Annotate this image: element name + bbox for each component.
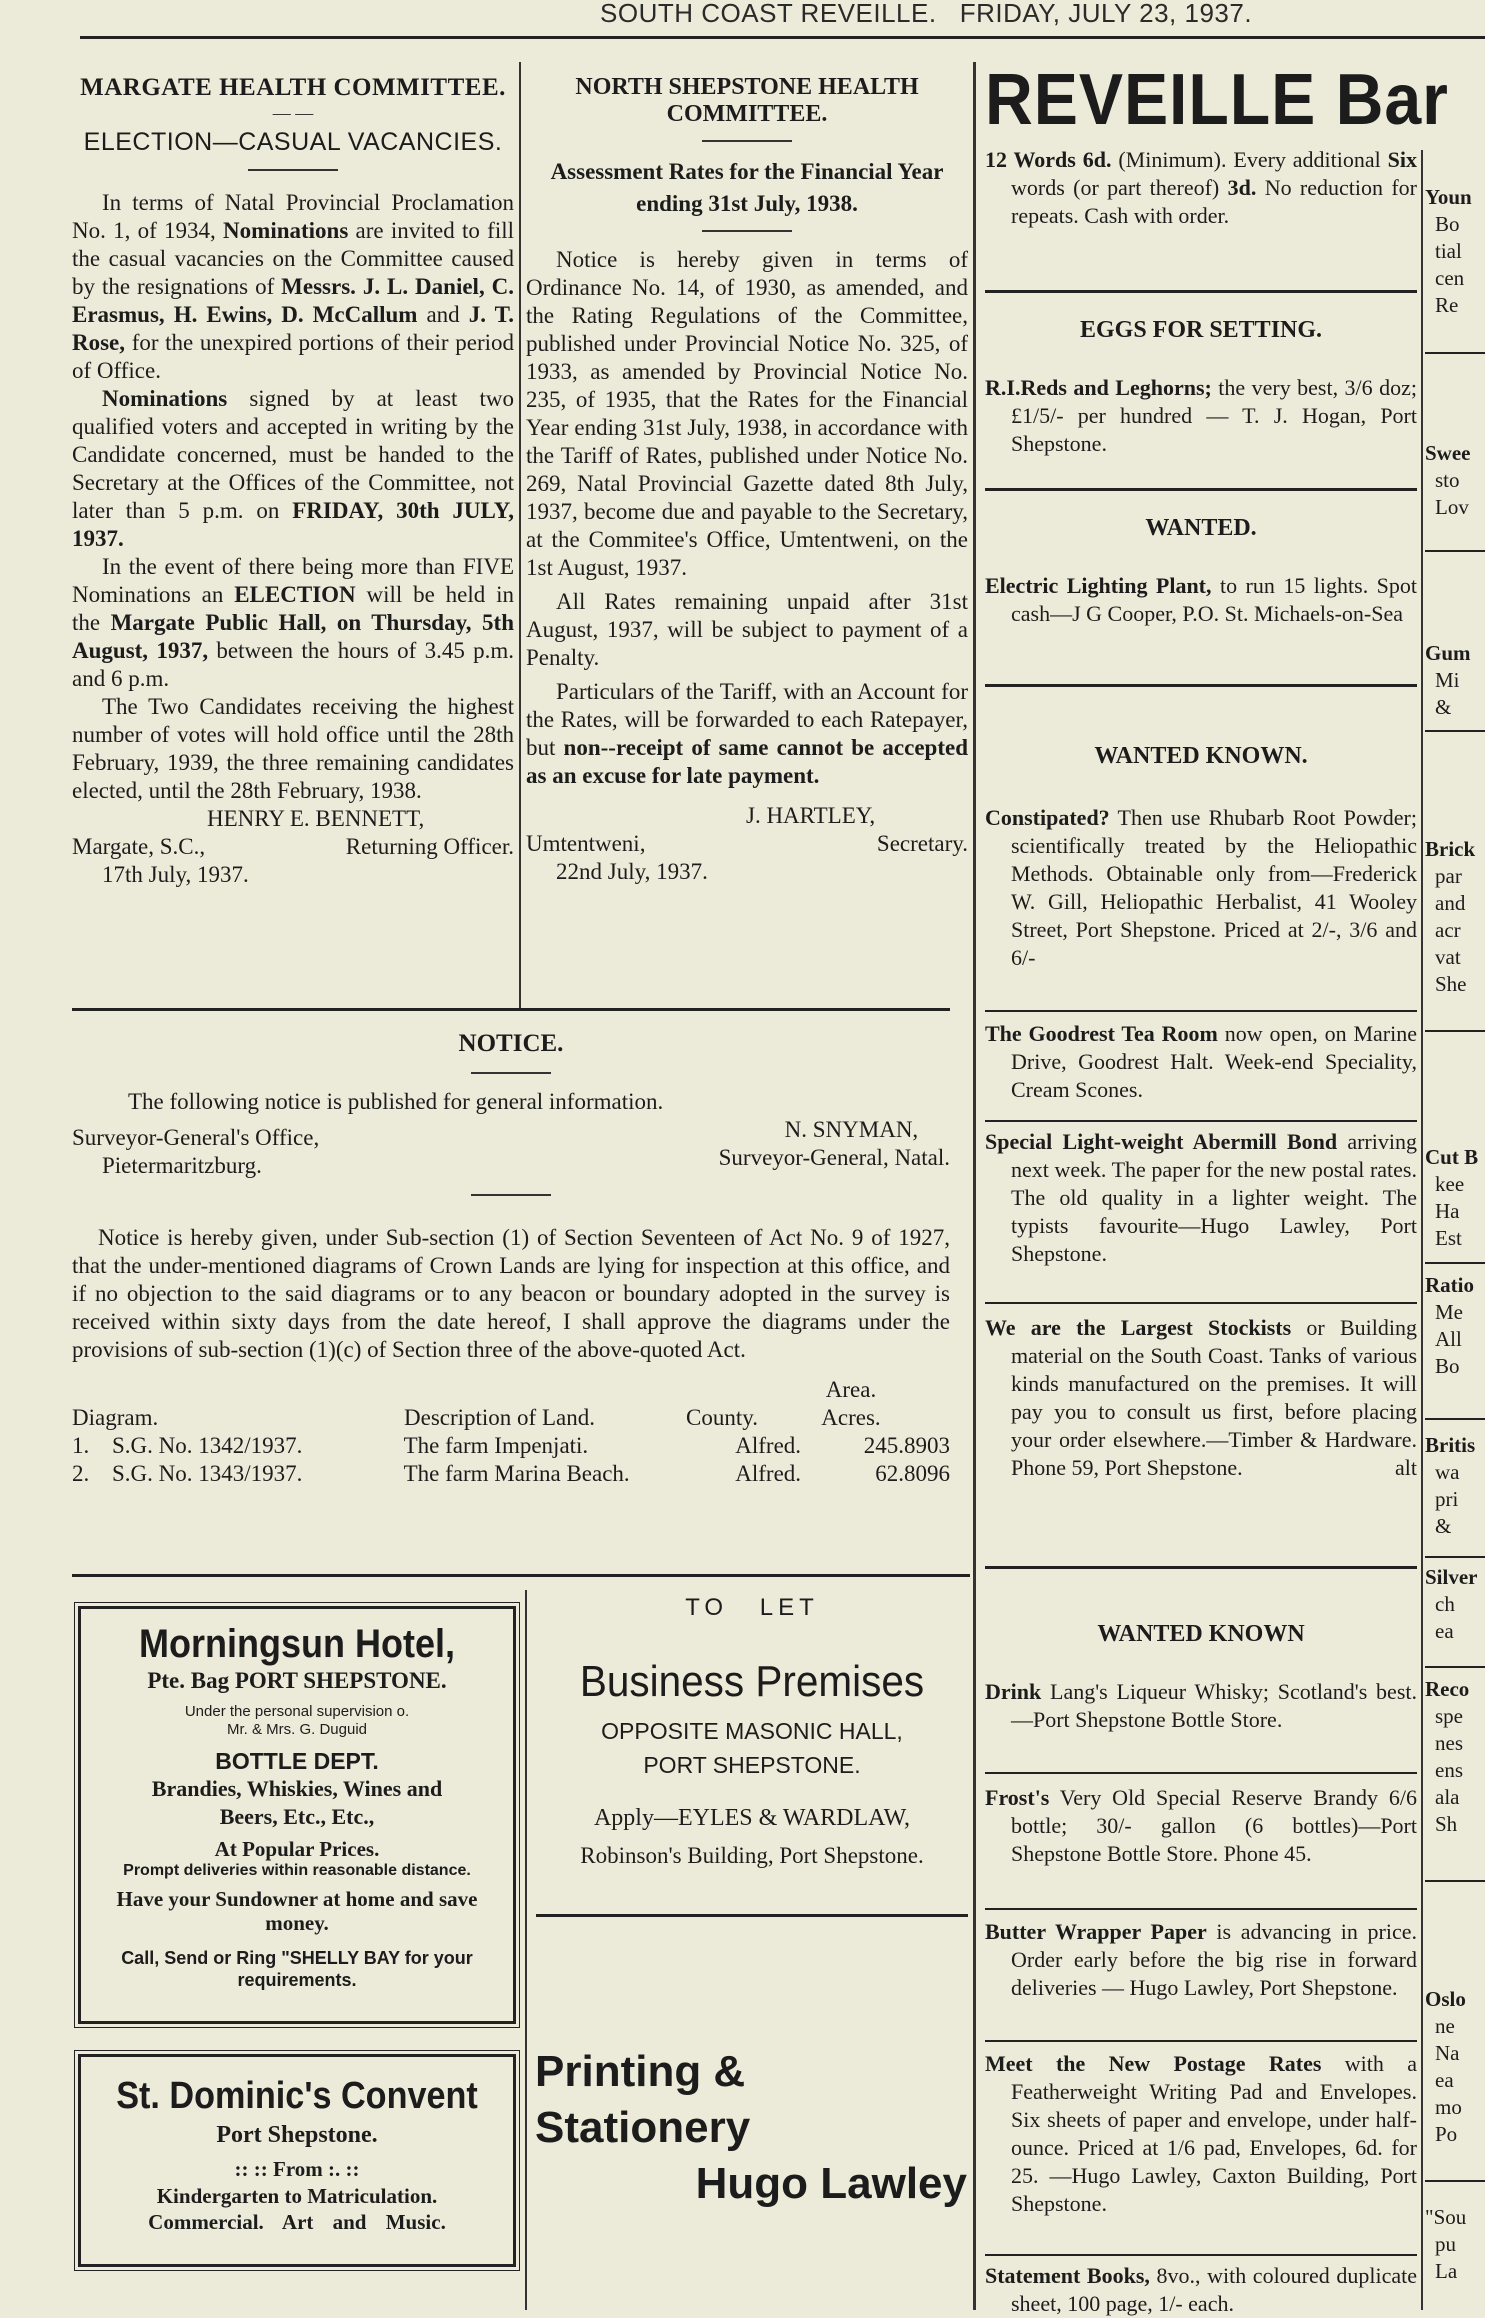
margate-para-4: The Two Candidates receiving the highest number of votes will hold office until the 28th February, 1939, the three remaining candidates elected, until the 28th February, 1938.	[72, 694, 514, 803]
edge-fragment: Oslo ne Na ea mo Po	[1425, 1987, 1466, 2146]
reveille-banner: REVEILLE Bar	[985, 60, 1449, 140]
morningsun-name: Morningsun Hotel,	[139, 1622, 455, 1666]
morningsun-prices: At Popular Prices.	[214, 1837, 380, 1861]
dominic-place: Port Shepstone.	[216, 2122, 378, 2148]
printing-line-3: Hugo Lawley	[695, 2159, 967, 2208]
dominic-subjects: Commercial. Art and Music.	[148, 2210, 446, 2234]
to-let-ad	[532, 1594, 972, 1872]
edge-fragment: Reco spe nes ens ala Sh	[1425, 1677, 1470, 1836]
ad-rule-3	[985, 1302, 1417, 1304]
postage-ad: Meet the New Postage Rates with a Featherweight Writing Pad and Envelopes. Six sheets of paper and envelope, under half-ounce. Priced at 1/6 pad, Envelopes, 6d. for 25. —Hugo Lawley, Caxton Building, Port Shepstone.	[985, 2051, 1417, 2216]
edge-rule	[1425, 1418, 1485, 1420]
notice-body: Notice is hereby given, under Sub-section (1) of Section Seventeen of Act No. 9 of 1927, that the under-mentioned diagrams of Crown Lands are lying for inspection at this office, and if no objection to the said diagrams or to any beacon or boundary adopted in the survey is received within sixty days from the date hereof, I shall approve the diagrams under the provisions of sub-section (1)(c) of Section three of the above-quoted Act.	[72, 1225, 950, 1362]
edge-fragment: Ratio Me All Bo	[1425, 1273, 1474, 1378]
notice-signer-1: N. SNYMAN,	[784, 1117, 919, 1142]
col-desc: Description of Land.	[404, 1405, 595, 1430]
wanted-heading: WANTED.	[1145, 515, 1257, 541]
shepstone-date: 22nd July, 1937.	[556, 859, 708, 884]
rate-text: 12 Words 6d. (Minimum). Every additional Six words (or part thereof) 3d. No reduction for repeats. Cash with order.	[985, 147, 1418, 228]
stockists-alt: alt	[1395, 1455, 1417, 1480]
edge-rule	[1425, 1666, 1485, 1668]
wanted-rule	[985, 684, 1417, 687]
shepstone-notice	[526, 74, 968, 886]
margate-title: MARGATE HEALTH COMMITTEE.	[80, 74, 506, 101]
margate-signer: HENRY E. BENNETT,	[207, 806, 425, 831]
shepstone-subtitle: Assessment Rates for the Financial Year ending 31st July, 1938.	[550, 159, 944, 216]
to-let-apply: Apply—EYLES & WARDLAW,	[593, 1805, 911, 1831]
morningsun-address: Pte. Bag PORT SHEPSTONE.	[147, 1668, 447, 1693]
morningsun-ad	[78, 1606, 516, 2024]
margate-para-2: Nominations signed by at least two qualified voters and accepted in writing by the Candidate concerned, must be handed to the Secretary at the Offices of the Committee, not later than 5 p.m. on FRIDAY, 30th JULY, 1937.	[72, 386, 514, 551]
to-let-building: Robinson's Building, Port Shepstone.	[580, 1843, 924, 1868]
running-head: SOUTH COAST REVEILLE. FRIDAY, JULY 23, 1937.	[600, 0, 1253, 28]
notice-top-rule	[72, 1008, 950, 1011]
margate-notice	[72, 74, 514, 889]
morningsun-call: Call, Send or Ring "SHELLY BAY for your requirements.	[121, 1948, 473, 1990]
morningsun-supervision-1: Under the personal supervision o.	[184, 1703, 410, 1720]
edge-rule	[1425, 1880, 1485, 1882]
dominic-name: St. Dominic's Convent	[116, 2075, 478, 2117]
column-rule-1	[519, 62, 521, 1010]
to-let-title: Business Premises	[579, 1657, 925, 1706]
ad-rule-1	[985, 1010, 1417, 1012]
morningsun-dept: BOTTLE DEPT.	[215, 1748, 379, 1774]
edge-fragment: Brick par and acr vat She	[1425, 837, 1476, 996]
notice-table-header	[72, 1376, 950, 1432]
edge-rule	[1425, 730, 1485, 732]
ad-rule-2	[985, 1120, 1417, 1122]
edge-rule	[1425, 550, 1485, 552]
eggs-ad: R.I.Reds and Leghorns; the very best, 3/6 doz; £1/5/- per hundred — T. J. Hogan, Port Shepstone.	[985, 375, 1417, 456]
to-let-rule	[536, 1914, 968, 1917]
to-let-heading: TO LET	[685, 1594, 819, 1621]
ad-rule-8	[985, 2254, 1417, 2256]
shepstone-para-2: All Rates remaining unpaid after 31st August, 1937, will be subject to payment of a Penalty.	[526, 589, 968, 670]
goodrest-ad: The Goodrest Tea Room now open, on Marine Drive, Goodrest Halt. Week-end Speciality, Cream Scones.	[985, 1021, 1418, 1102]
notice-office-1: Surveyor-General's Office,	[72, 1125, 320, 1150]
col-area: Area. Acres.	[821, 1377, 881, 1430]
ads-top-rule	[72, 1574, 970, 1577]
margate-sign-row	[72, 833, 514, 861]
margate-para-1: In terms of Natal Provincial Proclamation No. 1, of 1934, Nominations are invited to fill the casual vacancies on the Committee caused by the resignations of Messrs. J. L. Daniel, C. Erasmus, H. Ewins, D. McCallum and J. T. Rose, for the unexpired portions of their period of Office.	[72, 190, 514, 383]
edge-rule	[1425, 2180, 1485, 2182]
ad-rule-4	[985, 1566, 1417, 1569]
edge-fragment: Swee sto Lov	[1425, 441, 1471, 519]
abermill-ad: Special Light-weight Abermill Bond arriving next week. The paper for the new postal rates. The old quality in a lighter weight. The typists favourite—Hugo Lawley, Port Shepstone.	[985, 1129, 1417, 1266]
dominic-range: Kindergarten to Matriculation.	[156, 2184, 438, 2208]
edge-fragment: Britis wa pri &	[1425, 1433, 1476, 1538]
column-rule-3	[1421, 150, 1423, 2310]
margate-place: Margate, S.C.,	[72, 834, 206, 859]
ad-rule-7	[985, 2040, 1417, 2042]
eggs-heading: EGGS FOR SETTING.	[1079, 317, 1323, 343]
edge-fragment: Youn Bo tial cen Re	[1425, 185, 1472, 317]
morningsun-prompt: Prompt deliveries within reasonable distance.	[123, 1862, 471, 1879]
margate-para-3: In the event of there being more than FIVE Nominations an ELECTION will be held in the Margate Public Hall, on Thursday, 5th August, 1937, between the hours of 3.45 p.m. and 6 p.m.	[72, 554, 514, 691]
dominic-ad	[78, 2054, 516, 2267]
shepstone-role: Secretary.	[876, 831, 968, 856]
table-row: 2. S.G. No. 1343/1937. The farm Marina Beach. Alfred. 62.8096	[72, 1461, 951, 1486]
margate-subtitle: ELECTION—CASUAL VACANCIES.	[83, 128, 503, 156]
rate-rule	[985, 290, 1417, 293]
column-rule-2	[973, 62, 976, 2310]
printing-line-2: Stationery	[535, 2103, 751, 2152]
notice-sign-block	[72, 1117, 950, 1180]
eggs-rule	[985, 488, 1417, 491]
known-heading-2: WANTED KNOWN	[1097, 1621, 1305, 1647]
wanted-ad: Electric Lighting Plant, to run 15 lights. Spot cash—J G Cooper, P.O. St. Michaels-on-Sea	[985, 573, 1417, 626]
notice-rule	[471, 1072, 551, 1074]
column-rule-ads	[525, 1590, 527, 2310]
shepstone-title: NORTH SHEPSTONE HEALTH COMMITTEE.	[575, 74, 919, 127]
dominic-from: :: :: From :. ::	[234, 2157, 360, 2181]
margate-role: Returning Officer.	[345, 834, 514, 859]
notice-intro: The following notice is published for general information.	[128, 1089, 664, 1114]
edge-fragment: Cut B kee Ha Est	[1425, 1145, 1479, 1250]
ad-rule-5	[985, 1772, 1417, 1774]
morningsun-drinks: Brandies, Whiskies, Wines and Beers, Etc., Etc.,	[151, 1776, 443, 1829]
edge-fragment: "Sou pu La	[1425, 2205, 1467, 2283]
col-diagram: Diagram.	[72, 1405, 159, 1430]
col-county: County.	[686, 1405, 758, 1430]
notice-rule-2	[471, 1194, 551, 1196]
to-let-line-1: OPPOSITE MASONIC HALL,	[601, 1718, 903, 1744]
edge-rule	[1425, 352, 1485, 354]
shepstone-place: Umtentweni,	[526, 831, 646, 856]
shepstone-rule-2	[702, 230, 792, 232]
printing-ad	[535, 2044, 975, 2212]
shepstone-rule-1	[702, 140, 792, 142]
morningsun-supervision-2: Mr. & Mrs. G. Duguid	[226, 1721, 368, 1738]
langs-ad: Drink Lang's Liqueur Whisky; Scotland's best.—Port Shepstone Bottle Store.	[985, 1679, 1417, 1732]
edge-rule	[1425, 1262, 1485, 1264]
printing-line-1: Printing &	[535, 2047, 746, 2096]
stockists-ad: We are the Largest Stockists or Building material on the South Coast. Tanks of various kinds manufactured on the premises. It will pay you to consult us first, before placing your order elsewhere.—Timber & Hardware. Phone 59, Port Shepstone. alt	[985, 1315, 1417, 1480]
butter-ad: Butter Wrapper Paper is advancing in price. Order early before the big rise in forward deliveries — Hugo Lawley, Port Shepstone.	[985, 1919, 1417, 2000]
surveyor-notice	[72, 1030, 950, 1488]
to-let-line-2: PORT SHEPSTONE.	[643, 1752, 861, 1778]
notice-title: NOTICE.	[458, 1030, 564, 1057]
statement-ad: Statement Books, 8vo., with coloured duplicate sheet, 100 page, 1/- each.	[985, 2263, 1418, 2316]
margate-rule	[248, 169, 338, 171]
top-rule	[80, 36, 1485, 39]
constipated-ad: Constipated? Then use Rhubarb Root Powder; scientifically treated by the Heliopathic Methods. Obtainable only from—Frederick W. Gill, Heliopathic Herbalist, 41 Wooley Street, Port Shepstone. Priced at 2/-, 3/6 and 6/-	[985, 805, 1417, 970]
shepstone-sign-row	[526, 830, 968, 858]
shepstone-signer: J. HARTLEY,	[746, 803, 876, 828]
edge-rule	[1425, 1556, 1485, 1558]
shepstone-para-3: Particulars of the Tariff, with an Account for the Rates, will be forwarded to each Ratepayer, but non--receipt of same cannot be accepted as an excuse for late payment.	[526, 679, 968, 788]
notice-table	[72, 1376, 950, 1488]
notice-office-2: Pietermaritzburg.	[102, 1153, 262, 1178]
edge-fragment: Gum Mi &	[1425, 641, 1471, 719]
margate-date: 17th July, 1937.	[102, 862, 249, 887]
morningsun-sundowner: Have your Sundowner at home and save money.	[116, 1887, 478, 1935]
margate-divider: — —	[272, 103, 314, 123]
table-row: 1. S.G. No. 1342/1937. The farm Impenjati. Alfred. 245.8903	[72, 1433, 951, 1458]
frosts-ad: Frost's Very Old Special Reserve Brandy 6/6 bottle; 30/- gallon (6 bottles)—Port Shepstone Bottle Store. Phone 45.	[985, 1785, 1417, 1866]
edge-fragment: Silver ch ea	[1425, 1565, 1478, 1643]
known-heading: WANTED KNOWN.	[1094, 743, 1308, 769]
notice-signer-2: Surveyor-General, Natal.	[718, 1145, 950, 1170]
edge-rule	[1425, 1030, 1485, 1032]
ad-rule-6	[985, 1908, 1417, 1910]
shepstone-para-1: Notice is hereby given in terms of Ordinance No. 14, of 1930, as amended, and the Rating Regulations of the Committee, published under Provincial Notice No. 325, of 1933, as amended by Provincial Notice No. 235, of 1935, that the Rates for the Financial Year ending 31st July, 1938, in accordance with the Tariff of Rates, published under Notice No. 269, Natal Provincial Gazette dated 8th July, 1937, become due and payable to the Secretary, at the Commitee's Office, Umtentweni, on the 1st August, 1937.	[526, 247, 968, 580]
